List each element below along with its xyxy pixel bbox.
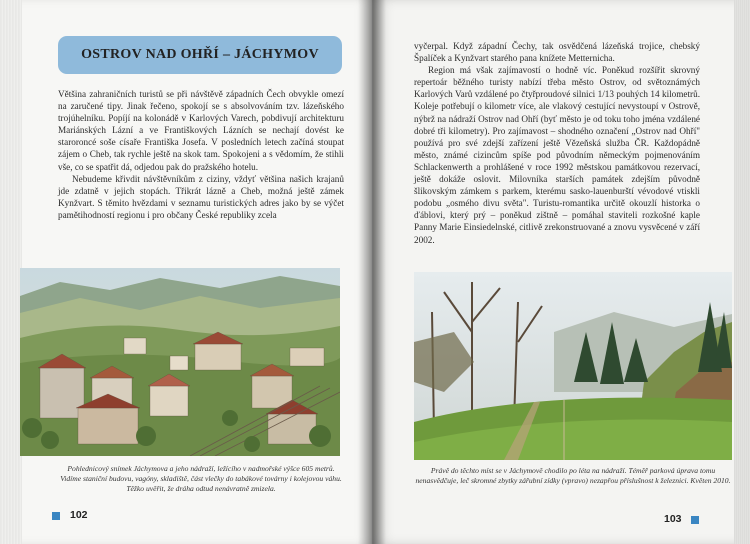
right-paragraph-1: vyčerpal. Když západní Čechy, tak osvědčená lázeňská trojice, chebský Špalíček a Kynžvart starého pana knížete Metternicha.: [414, 41, 700, 64]
right-paragraph-2: Region má však zajímavostí o hodně víc. Poněkud rozšířit skrovný repertoár běžného turisty nabízí třeba město Ostrov, od světoznámých Karlových Varů vzdálené po čtyřproudové silnici 1/13 pouhých 14 kilometrů. Koleje potřebují o kilometr více, ale vlakový cestující nevystoupí v Ostrově, nýbrž na nádraží Ostrov nad Ohří (byť město je od toku toho jména vzdálené dobré tři kilometry). Pro zajímavost – shodného označení „Ostrov nad Ohří" používá pro své zdejší zařízení ještě Vězeňská služba ČR. Každopádně město, známé cizincům spíše pod původním německým pojmenováním Schlackenwerth a prohlášené v roce 1992 městskou památkovou rezervací, ještě dokáže oslovit. Milovníka starších památek zdejším původně šlikovským zámkem s parkem, kterému sasko-lauenburští vévodové vtiskli podobu „osmého divu světa". Turistu-romantika určitě okouzlí historka o ďáblovi, který prý – poněkud zištně – pomáhal staviteli rozkošné kaple Panny Marie Einsiedelnské, citlivě zrekonstruované a znovu vysvěcené v září 2002.: [414, 65, 700, 245]
left-body-text: [58, 88, 344, 221]
right-body-text: [414, 40, 700, 246]
former-station-photo: [414, 272, 732, 460]
page-number-left: 102: [70, 509, 88, 521]
left-paragraph-1: Většina zahraničních turistů se při návštěvě západních Čech obvykle omezí na zaručené tipy. Jinak řečeno, spokojí se s absolvováním tzv. lázeňského trojúhelníku. Popíjí na kolonádě v Karlových Varech, pobdivují architekturu Mariánských Lázní a ve Františkových Lázních se nechají dovést ke staroroncé soše císaře Františka Josefa. V posledních letech začíná stoupat zájem o Cheb, tak rychle ještě na skok tam. Spokojeni a s vědomím, že stihli vše, co se spatřit dá, odjedou pak do pražského hotelu.: [58, 89, 344, 172]
chapter-heading-banner: [58, 36, 342, 74]
page-marker-left: [52, 512, 60, 520]
page-marker-right: [691, 516, 699, 524]
jachymov-postcard-photo: [20, 268, 340, 456]
chapter-heading: OSTROV NAD OHŘÍ – JÁCHYMOV: [81, 47, 319, 62]
book-gutter: [358, 0, 386, 544]
left-paragraph-2: Nebudeme křivdit návštěvníkům z ciziny, vždyť většina našich krajanů jde zdatně v jejich stopách. Třikrát lázně a Cheb, možná ještě zámek Kynžvart. S těmito hvězdami v seznamu turistických adres jako by se výčet pamětihodností regionu i pro občany České republiky zcela: [58, 173, 344, 220]
page-number-right: 103: [664, 513, 682, 525]
left-photo-caption: Pohlednicový snímek Jáchymova a jeho nádraží, ležícího v nadmořské výšce 605 metrů. Vidíme staniční budovu, vagóny, skladiště, část vlečky do tabákové továrny i kolejovou váhu. Těžko uvěřit, že dráha odtud nenávratně zmizela.: [60, 464, 342, 493]
right-photo-caption: Právě do těchto míst se v Jáchymově chodilo po léta na nádraží. Téměř parková úprava tomu nenasvědčuje, leč skromné zbytky zářubní zídky (vpravo) nezapřou příslušnost k železnici. Květen 2010.: [415, 466, 731, 485]
page-edges-right: [734, 0, 750, 544]
